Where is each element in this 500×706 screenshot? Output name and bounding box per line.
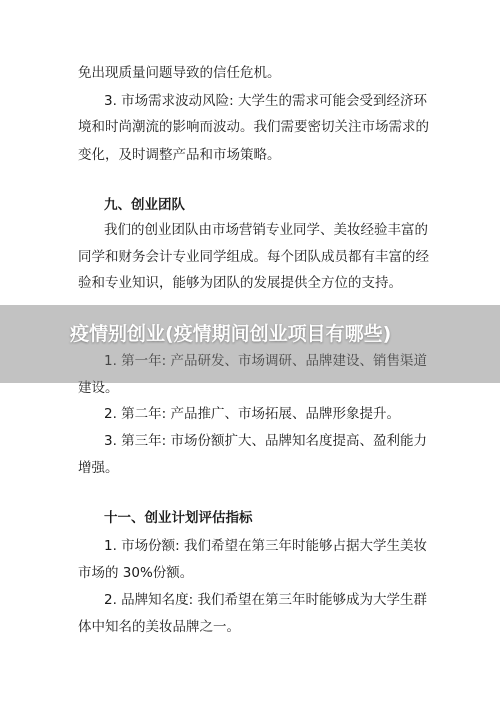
text-line: 我们的创业团队由市场营销专业同学、美妆经验丰富的 [104,222,428,238]
text-line: 验和专业知识，能够为团队的发展提供全方位的支持。 [78,275,402,291]
section-heading: 十一、创业计划评估指标 [104,510,253,526]
text-line: 2. 品牌知名度: 我们希望在第三年时能够成为大学生群 [104,592,428,608]
text-line: 3. 第三年: 市场份额扩大、品牌知名度提高、盈利能力 [104,433,428,449]
text-line: 体中知名的美妆品牌之一。 [78,619,240,635]
text-line: 1. 市场份额: 我们希望在第三年时能够占据大学生美妆 [104,538,428,554]
overlay-title: 疫情别创业(疫情期间创业项目有哪些) [70,323,392,345]
text-line: 1. 第一年: 产品研发、市场调研、品牌建设、销售渠道 [104,353,428,369]
text-line: 同学和财务会计专业同学组成。每个团队成员都有丰富的经 [78,249,429,265]
text-line: 增强。 [78,460,119,476]
text-line: 2. 第二年: 产品推广、市场拓展、品牌形象提升。 [104,406,401,422]
text-line: 建设。 [78,380,119,396]
section-heading: 九、创业团队 [104,197,185,213]
text-line: 3. 市场需求波动风险: 大学生的需求可能会受到经济环 [104,93,428,109]
text-line: 市场的 30%份额。 [78,565,194,581]
text-line: 免出现质量问题导致的信任危机。 [78,65,281,81]
text-line: 变化，及时调整产品和市场策略。 [78,147,281,163]
text-line: 境和时尚潮流的影响而波动。我们需要密切关注市场需求的 [78,119,429,135]
